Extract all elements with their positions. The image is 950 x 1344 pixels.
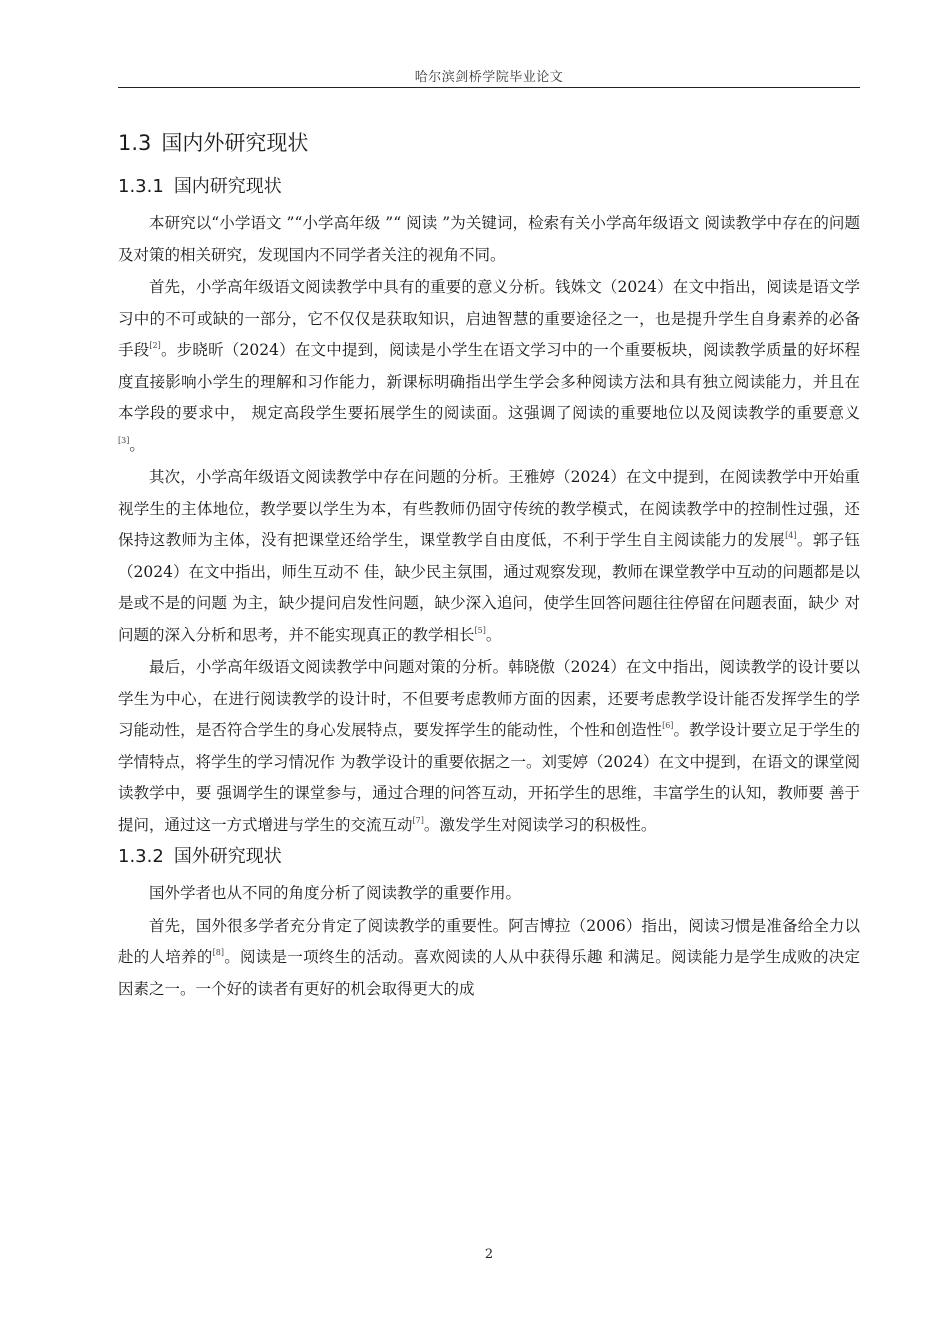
section-heading [118, 128, 860, 158]
foreign-paragraph-1: 国外学者也从不同的角度分析了阅读教学的重要作用。 [149, 884, 522, 902]
citation-marker[interactable]: [6] [662, 721, 674, 730]
domestic-paragraph-1: 本研究以“小学语文 ”“小学高年级 ”“ 阅读 ”为关键词，检索有关小学高年级语文 阅读教学中存在的问题及对策的相关研究，发现国内不同学者关注的视角不同。 [118, 214, 860, 264]
subsection-title: 国内研究现状 [173, 176, 282, 197]
paragraph-text: 。教学设计要立足于学生的学情特点，将学生的学习情况作 为教学设计的重要依据之一。刘雯婷（2024）在文中提到，在语文的课堂阅读教学中，要 强调学生的课堂参与，通过合理的问答互动，开拓学生的思维，丰富学生的认知，教师要 善于提问，通过这一方式增进与学生的交流互动 [118, 721, 860, 834]
foreign-paragraph-2 [118, 911, 860, 1006]
subsection-heading-domestic [118, 172, 860, 202]
paragraph-text: 首先，国外很多学者充分肯定了阅读教学的重要性。阿吉博拉（2006）指出，阅读习惯是准备给全力以赴的人培养的 [118, 916, 860, 966]
citation-marker[interactable]: [5] [474, 625, 486, 635]
section-title: 国内外研究现状 [161, 131, 309, 155]
citation-marker[interactable]: [8] [212, 948, 224, 957]
paragraph-text: 最后，小学高年级语文阅读教学中问题对策的分析。韩晓傲（2024）在文中指出，阅读教学的设计要以学生为中心，在进行阅读教学的设计时，不但要考虑教师方面的因素，还要考虑教学设计能否发挥学生的学习能动性，是否符合学生的身心发展特点，要发挥学生的能动性，个性和创造性 [118, 658, 860, 739]
page-number: 2 [484, 1247, 494, 1262]
running-header: 哈尔滨剑桥学院毕业论文 [414, 70, 564, 85]
page-body [118, 118, 860, 1006]
paragraph-text: 。郭子钰（2024）在文中指出，师生互动不 佳，缺少民主氛围，通过观察发现，教师在课堂教学中互动的问题都是以是或不是的问题 为主，缺少提问启发性问题，缺少深入追问，使学生回答问题往往停留在问题表面，缺少 对问题的深入分析和思考，并不能实现真正的教学相长 [118, 531, 860, 644]
subsection-number: 1.3.1 [118, 176, 164, 197]
domestic-paragraph-4 [118, 652, 860, 841]
header-rule [118, 87, 860, 88]
paragraph-text: 。 [129, 435, 145, 454]
section-number: 1.3 [118, 131, 152, 155]
citation-marker[interactable]: [7] [412, 815, 424, 825]
subsection-heading-foreign [118, 842, 860, 872]
domestic-paragraph-2 [118, 272, 860, 461]
paragraph-text: 。 [485, 625, 502, 644]
citation-marker[interactable]: [2] [149, 341, 161, 350]
subsection-number: 1.3.2 [118, 846, 164, 867]
subsection-title: 国外研究现状 [173, 846, 282, 867]
paragraph-text: 其次，小学高年级语文阅读教学中存在问题的分析。王雅婷（2024）在文中提到，在阅读教学中开始重视学生的主体地位，教学要以学生为本，有些教师仍固守传统的教学模式，在阅读教学中的控制性过强，还保持这教师为主体，没有把课堂还给学生，课堂教学自由度低，不利于学生自主阅读能力的发展 [118, 468, 860, 549]
paragraph-text: 。阅读是一项终生的活动。喜欢阅读的人从中获得乐趣 和满足。阅读能力是学生成败的决定因素之一。一个好的读者有更好的机会取得更大的成 [118, 948, 860, 998]
paragraph-text: 。步晓昕（2024）在文中提到，阅读是小学生在语文学习中的一个重要板块，阅读教学质量的好坏程度直接影响小学生的理解和习作能力，新课标明确指出学生学会多种阅读方法和具有独立阅读能力，并且在本学段的要求中， 规定高段学生要拓展学生的阅读面。这强调了阅读的重要地位以及阅读教学的重要意义 [118, 341, 860, 422]
domestic-paragraph-3 [118, 462, 860, 651]
citation-marker[interactable]: [4] [785, 531, 797, 540]
paragraph-text: 。激发学生对阅读学习的积极性。 [423, 815, 657, 834]
citation-marker[interactable]: [3] [118, 435, 130, 445]
paragraph-text: 首先，小学高年级语文阅读教学中具有的重要的意义分析。钱姝文（2024）在文中指出，阅读是语文学习中的不可或缺的一部分，它不仅仅是获取知识，启迪智慧的重要途径之一，也是提升学生自身素养的必备手段 [118, 278, 860, 359]
